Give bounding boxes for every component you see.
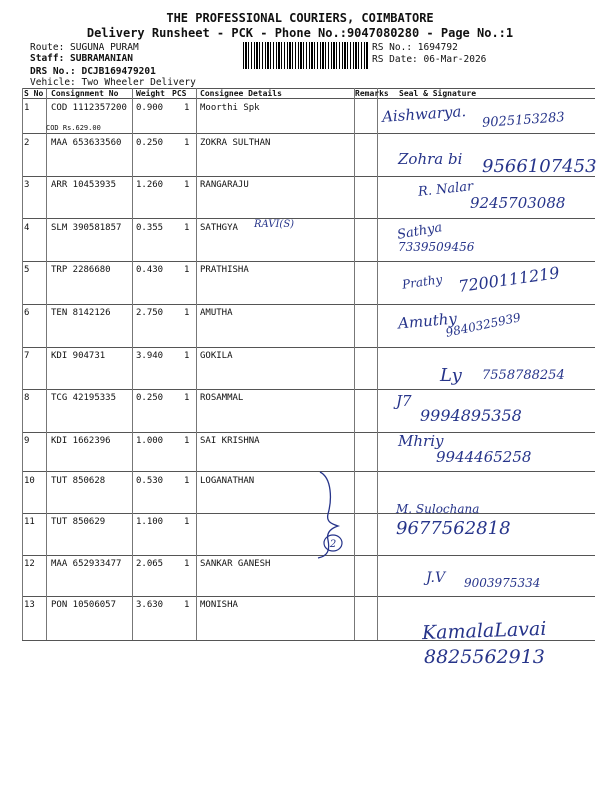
- row-consignment: TUT 850629: [51, 517, 106, 527]
- row-consignment: ARR 10453935: [51, 180, 117, 190]
- row-pcs: 1: [184, 223, 190, 233]
- row-consignment: KDI 904731: [51, 351, 106, 361]
- row-pcs: 1: [184, 393, 190, 403]
- row-sno: 12: [24, 559, 35, 569]
- row-consignee: MONISHA: [200, 600, 238, 610]
- row-pcs: 1: [184, 517, 190, 527]
- row-weight: 2.750: [136, 308, 164, 318]
- row-consignee: PRATHISHA: [200, 265, 249, 275]
- rs-number: RS No.: 1694792: [372, 42, 458, 53]
- signature-row-7: Ly: [440, 365, 462, 386]
- rs-date: RS Date: 06-Mar-2026: [372, 54, 487, 65]
- row-weight: 1.000: [136, 436, 164, 446]
- signature-row-6: Amuthy: [397, 309, 458, 333]
- row-consignee: ZOKRA SULTHAN: [200, 138, 271, 148]
- row-sno: 5: [24, 265, 30, 275]
- row-consignment: PON 10506057: [51, 600, 117, 610]
- row-weight: 1.100: [136, 517, 164, 527]
- row-sno: 6: [24, 308, 30, 318]
- phone-row-5: 7200111219: [457, 263, 561, 296]
- row-pcs: 1: [184, 600, 190, 610]
- row-pcs: 1: [184, 265, 190, 275]
- row-consignment: SLM 390581857: [51, 223, 122, 233]
- row-consignee: AMUTHA: [200, 308, 233, 318]
- col-header-signature: Seal & Signature: [399, 89, 477, 98]
- phone-row-4: 7339509456: [398, 240, 475, 254]
- row-pcs: 1: [184, 559, 190, 569]
- signature-row-2: Zohra bi: [398, 150, 463, 168]
- row-consignee: RANGARAJU: [200, 180, 249, 190]
- row-weight: 0.250: [136, 138, 164, 148]
- row-consignee: GOKILA: [200, 351, 233, 361]
- row-consignment: TEN 8142126: [51, 308, 111, 318]
- phone-row-13: 8825562913: [424, 646, 545, 668]
- company-title: THE PROFESSIONAL COURIERS, COIMBATORE: [166, 11, 434, 25]
- row-sno: 4: [24, 223, 30, 233]
- row-weight: 3.940: [136, 351, 164, 361]
- signature-row-5: Prathy: [401, 272, 444, 292]
- col-header-sno: S No: [24, 89, 44, 98]
- row-weight: 0.530: [136, 476, 164, 486]
- phone-row-6: 9840325939: [444, 310, 522, 340]
- row-consignment: MAA 652933477: [51, 559, 122, 569]
- col-header-consignee: Consignee Details: [200, 89, 282, 98]
- row-sno: 10: [24, 476, 35, 486]
- phone-row-2: 9566107453: [482, 156, 597, 177]
- vehicle-label: Vehicle: Two Wheeler Delivery: [30, 77, 196, 88]
- phone-row-3: 9245703088: [470, 194, 566, 212]
- row-consignment: KDI 1662396: [51, 436, 111, 446]
- row-pcs: 1: [184, 351, 190, 361]
- row-consignment: TUT 850628: [51, 476, 106, 486]
- row-consignee: SAI KRISHNA: [200, 436, 260, 446]
- row-pcs: 1: [184, 476, 190, 486]
- row-consignment: COD 1112357200: [51, 103, 127, 113]
- row-consignee: SANKAR GANESH: [200, 559, 271, 569]
- phone-row-7: 7558788254: [482, 368, 565, 383]
- signature-row-9: Mhriy: [398, 432, 444, 450]
- row-weight: 0.355: [136, 223, 164, 233]
- row-consignee: Moorthi Spk: [200, 103, 260, 113]
- row-pcs: 1: [184, 308, 190, 318]
- row-weight: 2.065: [136, 559, 164, 569]
- row-weight: 0.430: [136, 265, 164, 275]
- signature-row-8: J7: [396, 392, 412, 410]
- cod-amount-note: COD Rs.629.00: [46, 124, 101, 132]
- row-pcs: 1: [184, 180, 190, 190]
- signature-row-1: Aishwarya.: [381, 102, 467, 126]
- col-header-weight: Weight: [136, 89, 165, 98]
- phone-row-9: 9944465258: [436, 448, 532, 466]
- row-sno: 8: [24, 393, 30, 403]
- phone-row-12: 9003975334: [464, 576, 541, 590]
- route-label: Route: SUGUNA PURAM: [30, 42, 139, 53]
- handwritten-remark: RAVI(S): [254, 219, 295, 230]
- row-sno: 11: [24, 517, 35, 527]
- barcode-graphic: [243, 42, 368, 69]
- row-consignee: ROSAMMAL: [200, 393, 244, 403]
- phone-row-8: 9994895358: [420, 406, 522, 425]
- phone-row-10: 9677562818: [396, 518, 511, 539]
- row-sno: 1: [24, 103, 30, 113]
- row-consignment: TRP 2286680: [51, 265, 111, 275]
- row-weight: 0.900: [136, 103, 164, 113]
- row-sno: 3: [24, 180, 30, 190]
- row-sno: 9: [24, 436, 30, 446]
- signature-row-10: M. Sulochana: [396, 502, 480, 516]
- staff-label: Staff: SUBRAMANIAN: [30, 53, 133, 64]
- signature-row-13: KamalaLavai: [421, 617, 547, 645]
- row-weight: 1.260: [136, 180, 164, 190]
- signature-row-4: Sathya: [396, 220, 444, 243]
- svg-text:2: 2: [329, 539, 337, 550]
- row-sno: 2: [24, 138, 30, 148]
- row-pcs: 1: [184, 138, 190, 148]
- col-header-consignment: Consignment No: [51, 89, 119, 98]
- row-weight: 3.630: [136, 600, 164, 610]
- col-header-remarks: Remarks: [355, 89, 389, 98]
- row-consignment: TCG 42195335: [51, 393, 117, 403]
- row-sno: 13: [24, 600, 35, 610]
- row-consignee: LOGANATHAN: [200, 476, 255, 486]
- drs-number: DRS No.: DCJB169479201: [30, 66, 156, 77]
- row-sno: 7: [24, 351, 30, 361]
- col-header-pcs: PCS: [172, 89, 187, 98]
- row-weight: 0.250: [136, 393, 164, 403]
- row-consignment: MAA 653633560: [51, 138, 122, 148]
- row-pcs: 1: [184, 103, 190, 113]
- row-consignee: SATHGYA: [200, 223, 238, 233]
- signature-row-12: J.V: [426, 570, 446, 586]
- runsheet-subtitle: Delivery Runsheet - PCK - Phone No.:9047080280 - Page No.:1: [86, 26, 514, 40]
- signature-row-3: R. Nalar: [417, 179, 474, 200]
- phone-row-1: 9025153283: [481, 110, 566, 131]
- circled-count-mark: [322, 533, 344, 553]
- row-pcs: 1: [184, 436, 190, 446]
